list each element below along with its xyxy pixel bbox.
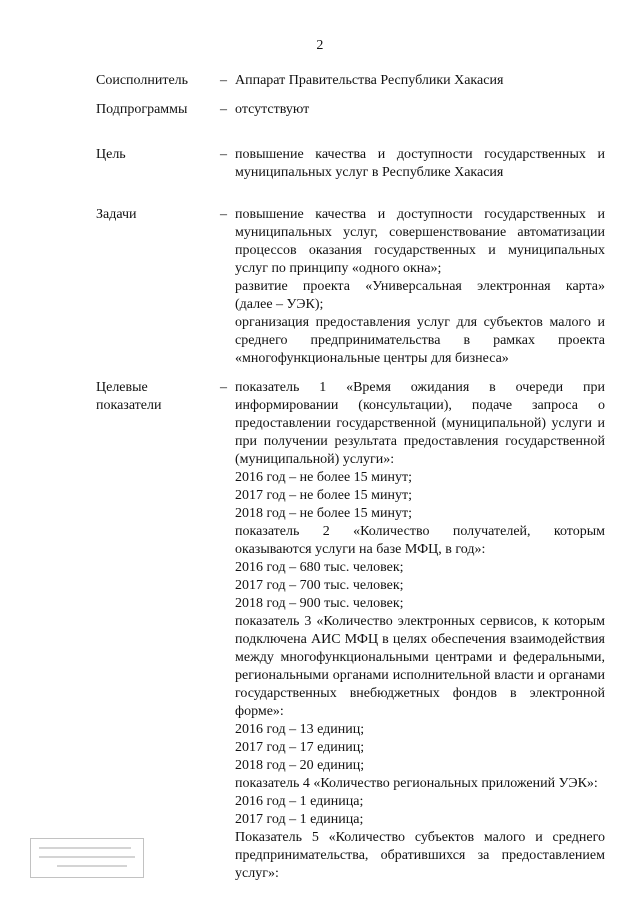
body-line: региональными органами исполнительной власти и органами — [235, 668, 605, 683]
body-line: 2016 год – 680 тыс. человек; — [235, 560, 404, 575]
body-line: 2016 год – 13 единиц; — [235, 722, 365, 737]
body-line: 2017 год – 700 тыс. человек; — [235, 578, 404, 593]
stamp-line — [57, 865, 127, 867]
body-line: при получении результата предоставления государственной — [235, 434, 605, 449]
label-line: Подпрограммы — [96, 102, 188, 117]
section-dash: – — [220, 380, 227, 395]
body-line: между многофункциональными центрами и федеральными, — [235, 650, 605, 665]
section-body — [235, 72, 605, 90]
label-line: Цель — [96, 147, 126, 162]
section-body — [235, 101, 605, 119]
section-label — [96, 101, 216, 119]
body-line: Аппарат Правительства Республики Хакасия — [235, 73, 504, 88]
body-line: 2018 год – 20 единиц; — [235, 758, 365, 773]
body-line: повышение качества и доступности государственных и — [235, 147, 605, 162]
stamp-line — [39, 847, 131, 849]
body-line: предоставлении государственной (муниципальной) услуги и — [235, 416, 605, 431]
body-line: развитие проекта «Универсальная электронная карта» — [235, 279, 605, 294]
body-line: показатель 4 «Количество региональных приложений УЭК»: — [235, 776, 598, 791]
body-line: оказываются услуги на базе МФЦ, в год»: — [235, 542, 486, 557]
body-line: показатель 3 «Количество электронных сервисов, к которым — [235, 614, 605, 629]
body-line: 2018 год – не более 15 минут; — [235, 506, 413, 521]
stamp-mark — [30, 838, 144, 878]
body-line: повышение качества и доступности государственных и — [235, 207, 605, 222]
section-body — [235, 206, 605, 368]
body-line: среднего предпринимательства в рамках проекта — [235, 333, 605, 348]
section-label — [96, 72, 216, 90]
body-line: 2016 год – 1 единица; — [235, 794, 364, 809]
label-line: Целевые — [96, 380, 148, 395]
section-label — [96, 379, 216, 415]
body-line: государственных внебюджетных фондов в электронной — [235, 686, 605, 701]
body-line: муниципальных услуг в Республике Хакасия — [235, 165, 504, 180]
label-line: Задачи — [96, 207, 137, 222]
body-line: подключена АИС МФЦ в целях обеспечения взаимодействия — [235, 632, 605, 647]
section-label — [96, 146, 216, 164]
body-line: 2017 год – 1 единица; — [235, 812, 364, 827]
body-line: 2017 год – 17 единиц; — [235, 740, 365, 755]
body-line: 2017 год – не более 15 минут; — [235, 488, 413, 503]
body-line: информировании (консультации), подаче запроса о — [235, 398, 605, 413]
body-line: форме»: — [235, 704, 284, 719]
label-line: Соисполнитель — [96, 73, 189, 88]
body-line: Показатель 5 «Количество субъектов малого и среднего — [235, 830, 605, 845]
body-line: процессов оказания государственных и муниципальных — [235, 243, 605, 258]
body-line: муниципальных услуг, совершенствование автоматизации — [235, 225, 605, 240]
body-line: отсутствуют — [235, 102, 310, 117]
body-line: показатель 2 «Количество получателей, которым — [235, 524, 605, 539]
body-line: (муниципальной) услуги»: — [235, 452, 395, 467]
section-body — [235, 146, 605, 182]
section-dash: – — [220, 207, 227, 222]
body-line: услуг»: — [235, 866, 279, 881]
section-dash: – — [220, 102, 227, 117]
body-line: 2016 год – не более 15 минут; — [235, 470, 413, 485]
body-line: организация предоставления услуг для субъектов малого и — [235, 315, 605, 330]
body-line: (далее – УЭК); — [235, 297, 324, 312]
body-line: услуг по принципу «одного окна»; — [235, 261, 442, 276]
section-dash: – — [220, 147, 227, 162]
page-number: 2 — [316, 38, 324, 53]
body-line: показатель 1 «Время ожидания в очереди при — [235, 380, 605, 395]
stamp-line — [39, 856, 135, 858]
section-label — [96, 206, 216, 224]
body-line: «многофункциональные центры для бизнеса» — [235, 351, 509, 366]
section-body — [235, 379, 605, 883]
body-line: предпринимательства, обратившихся за предоставлением — [235, 848, 605, 863]
label-line: показатели — [96, 398, 162, 413]
section-dash: – — [220, 73, 227, 88]
body-line: 2018 год – 900 тыс. человек; — [235, 596, 404, 611]
